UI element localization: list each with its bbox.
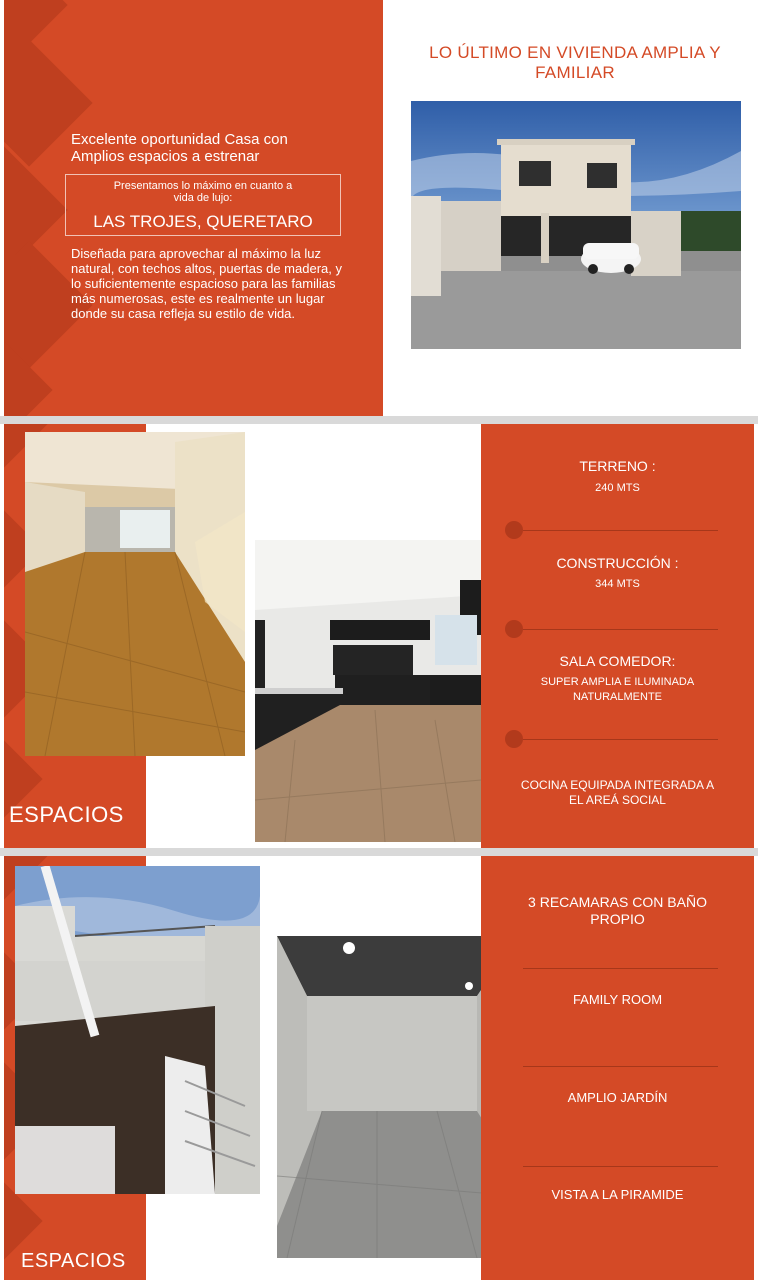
feature-value: 240 MTS (595, 482, 640, 494)
spaces-features-block (481, 856, 754, 1280)
intro-text: Excelente oportunidad Casa con Amplios espacios a estrenar (71, 131, 288, 165)
timeline-line (523, 1066, 718, 1067)
intro-panel (0, 0, 758, 416)
timeline-line (523, 1166, 718, 1167)
feature-value: 344 MTS (595, 578, 640, 590)
spaces-label: ESPACIOS (21, 1250, 126, 1272)
location-name: LAS TROJES, QUERETARO (93, 212, 313, 231)
living-room-photo (25, 432, 245, 756)
feature-jardin: AMPLIO JARDÍN (567, 1090, 668, 1105)
spaces-panel-2 (0, 856, 758, 1280)
feature-family-room: FAMILY ROOM (572, 992, 663, 1007)
timeline-dot (505, 521, 523, 539)
garden-photo (15, 866, 260, 1194)
timeline-dot (505, 620, 523, 638)
timeline-dot (505, 730, 523, 748)
intro-orange-block (4, 0, 383, 416)
timeline-line (523, 739, 718, 740)
location-box (65, 174, 341, 236)
intro-heading: LO ÚLTIMO EN VIVIENDA AMPLIA Y FAMILIAR (429, 43, 721, 82)
feature-title: COCINA EQUIPADA INTEGRADA A EL AREÁ SOCIAL (520, 778, 715, 807)
timeline-line (523, 629, 718, 630)
feature-cocina (481, 778, 754, 808)
timeline-line (523, 968, 718, 969)
description-text: Diseñada para aprovechar al máximo la luz natural, con techos altos, puertas de madera, y lo suficientemente espacioso para las familias más numerosas, este es realmente un lugar donde su casa refleja su estilo de vida. (71, 246, 342, 321)
feature-construccion (481, 555, 754, 590)
feature-vista: VISTA A LA PIRAMIDE (551, 1187, 684, 1202)
timeline-line (523, 530, 718, 531)
feature-title: TERRENO : (579, 458, 656, 474)
feature-terreno (481, 458, 754, 494)
feature-title: SALA COMEDOR: (559, 653, 676, 669)
kitchen-photo (255, 540, 481, 842)
house-exterior-photo (411, 101, 741, 349)
feature-title: CONSTRUCCIÓN : (556, 555, 679, 571)
spaces-label: ESPACIOS (9, 802, 124, 827)
feature-recamaras: 3 RECAMARAS CON BAÑO PROPIO (528, 894, 707, 927)
spaces-panel-1 (0, 424, 758, 848)
feature-sala-comedor (481, 653, 754, 705)
feature-value: SUPER AMPLIA E ILUMINADA NATURALMENTE (540, 676, 695, 703)
location-box-subtitle: Presentamos lo máximo en cuanto a vida de lujo: (113, 180, 293, 204)
spaces-features-block (481, 424, 754, 848)
